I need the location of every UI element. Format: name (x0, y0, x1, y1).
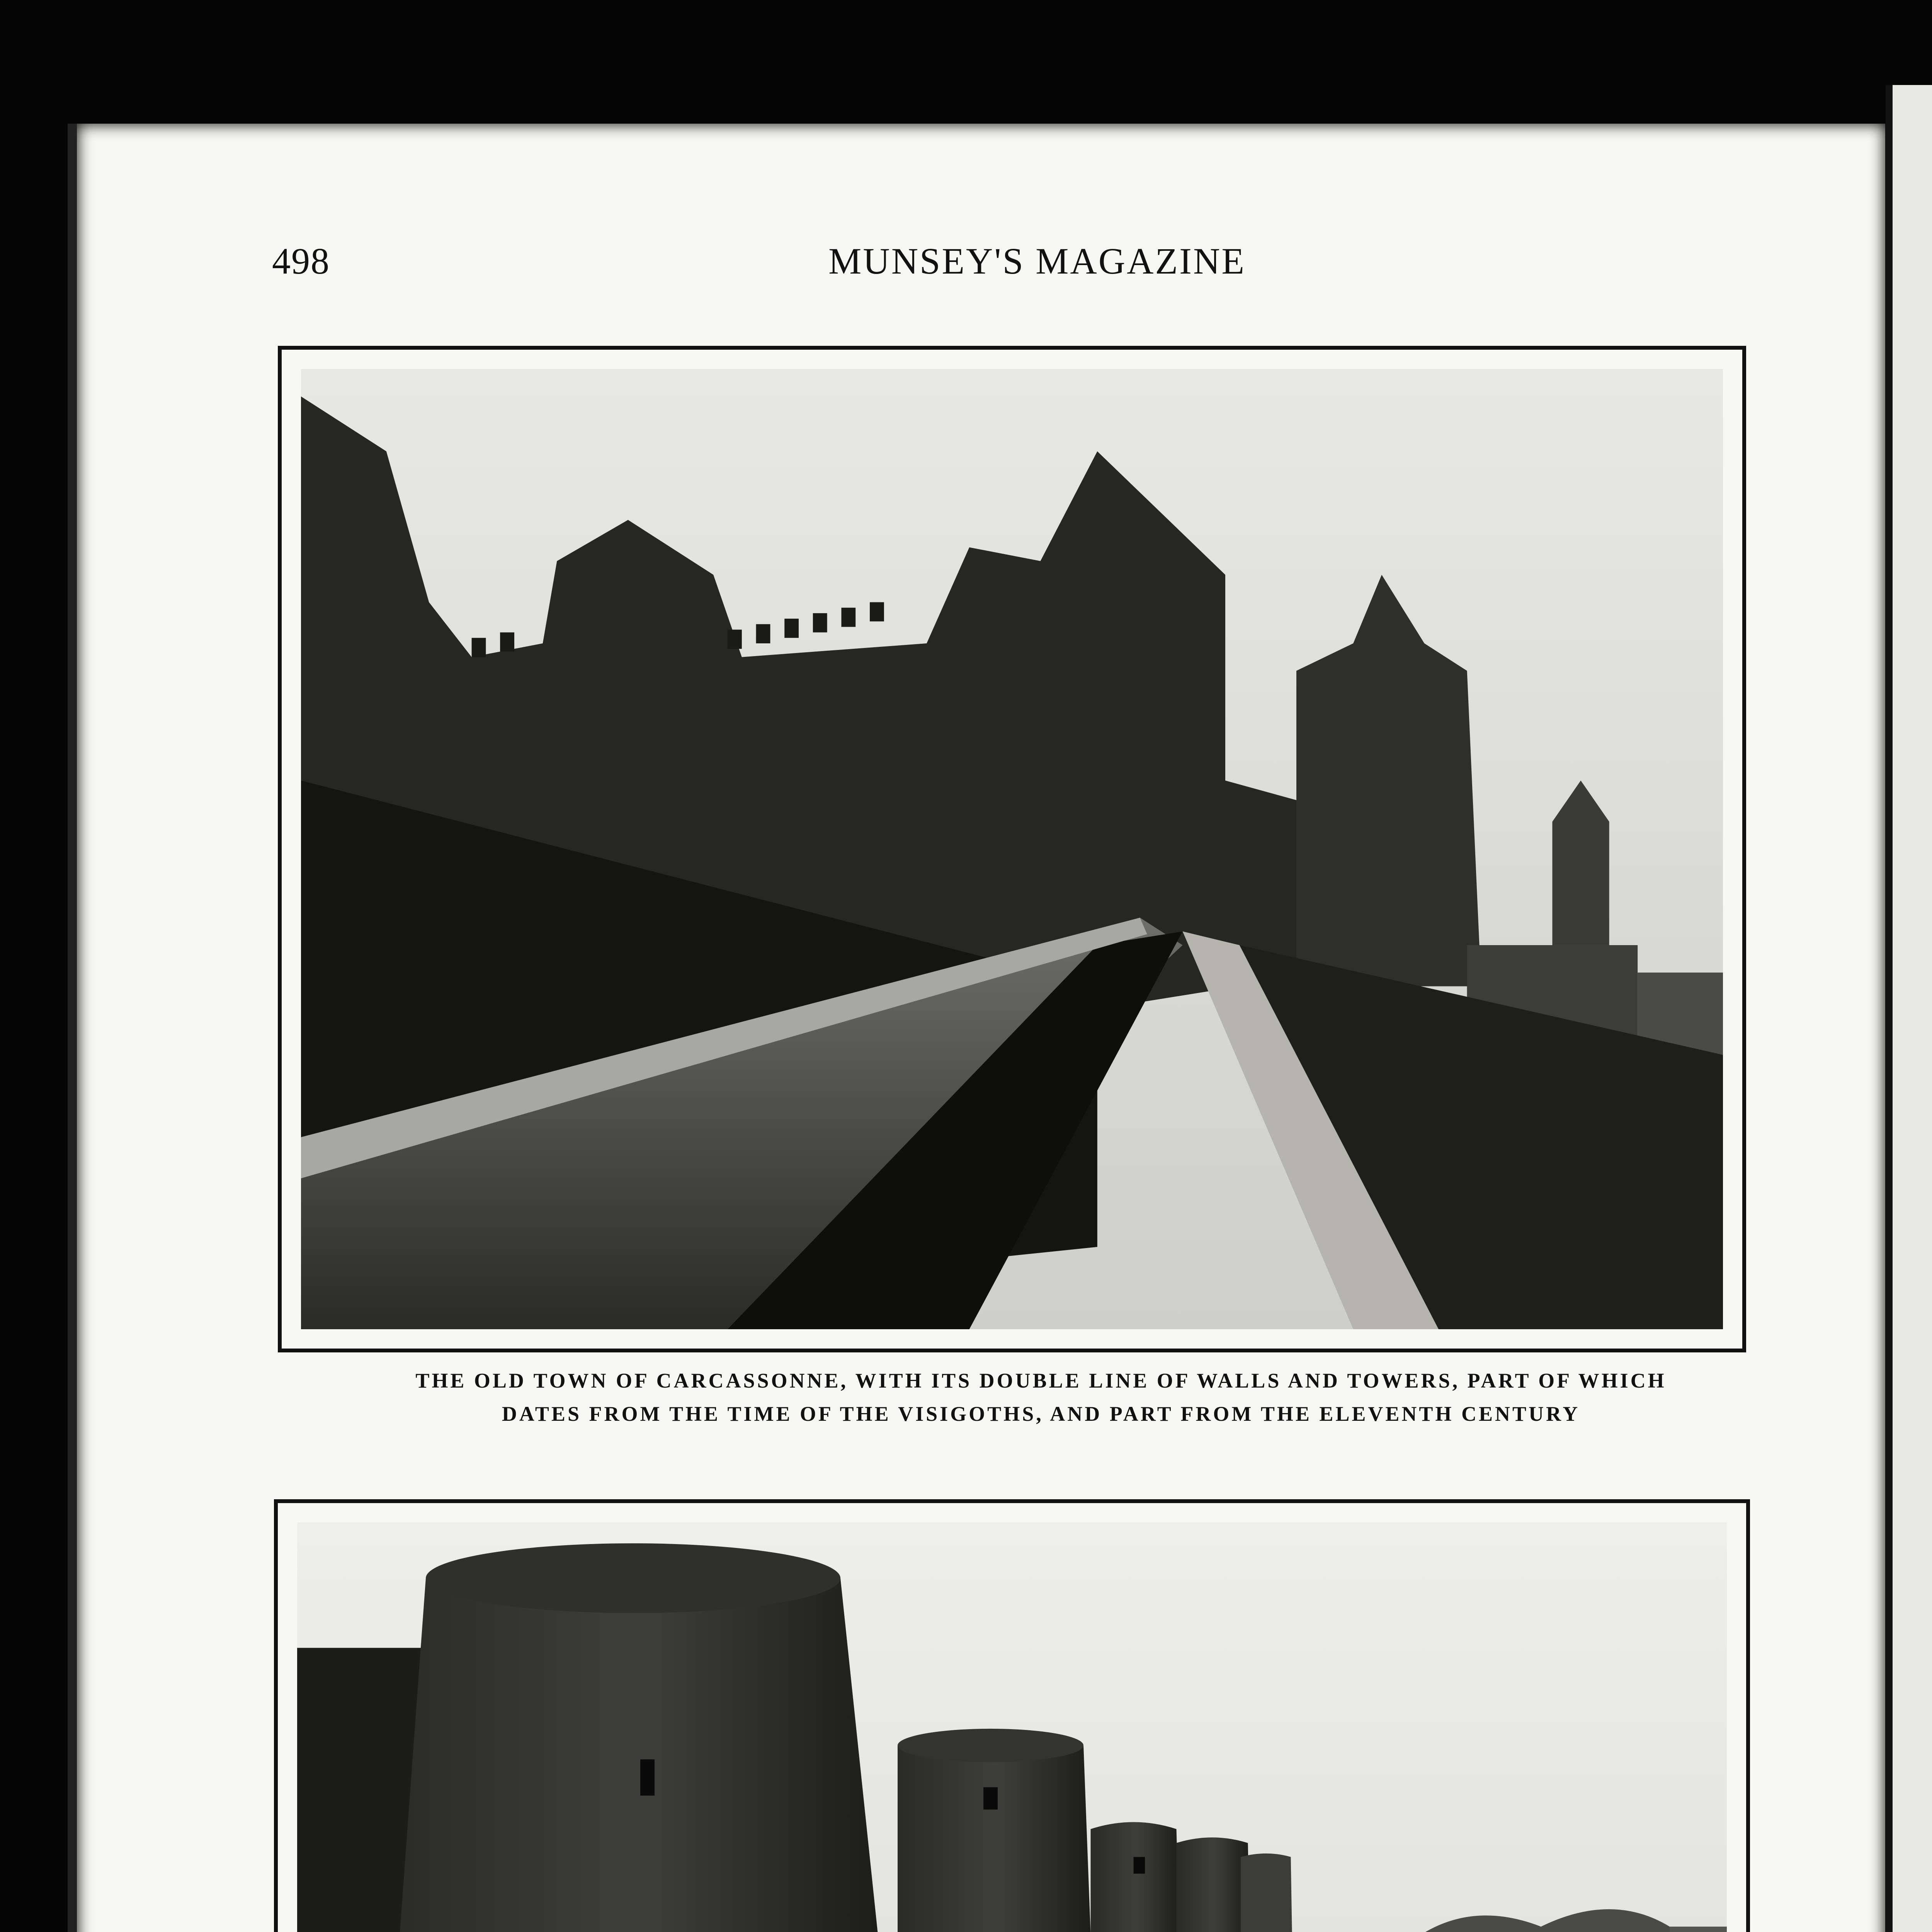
adjacent-page-edge (1886, 85, 1932, 1932)
figure-angers-frame (274, 1499, 1750, 1932)
caption-carcassonne (278, 1364, 1804, 1430)
carcassonne-photo (301, 369, 1723, 1329)
angers-photo (297, 1522, 1727, 1932)
caption-line: THE OLD TOWN OF CARCASSONNE, WITH ITS DOUBLE LINE OF WALLS AND TOWERS, PART OF WHICH (415, 1369, 1667, 1392)
carcassonne-illustration (301, 369, 1723, 1329)
caption-line: DATES FROM THE TIME OF THE VISIGOTHS, AND PART FROM THE ELEVENTH CENTURY (502, 1402, 1580, 1425)
magazine-page (68, 124, 1885, 1932)
page-header (77, 240, 1885, 294)
angers-illustration (297, 1522, 1727, 1932)
running-head: MUNSEY'S MAGAZINE (828, 240, 1246, 282)
figure-carcassonne-frame (278, 346, 1746, 1352)
page-number: 498 (272, 240, 330, 282)
